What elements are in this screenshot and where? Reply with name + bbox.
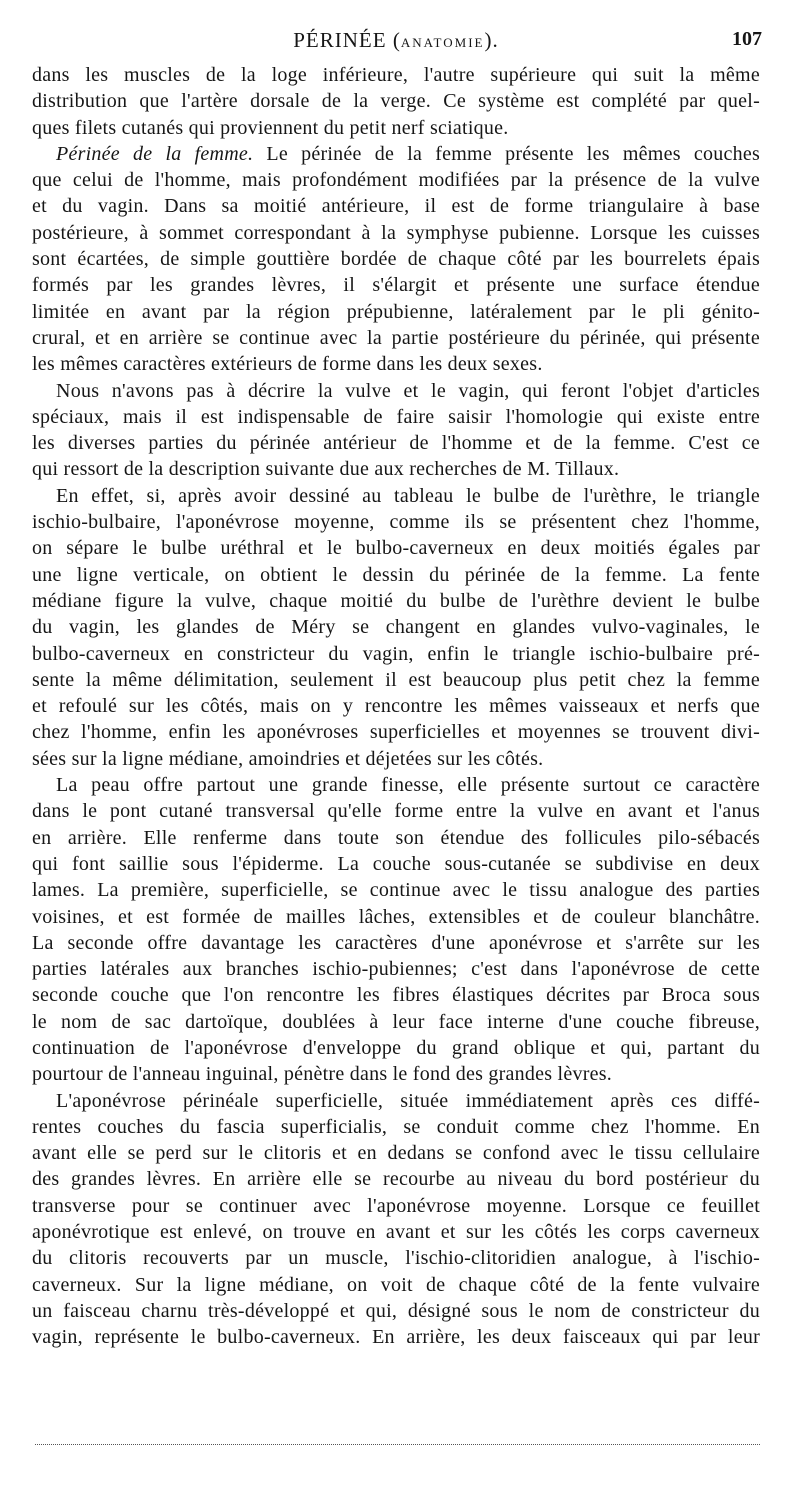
line-text: bulbo-caverneux en constricteur du vagin, enfin le triangle ischio-bulbaire pré- xyxy=(32,642,760,665)
line-text: qui ressort de la description suivante due aux recherches de M. Tillaux. xyxy=(32,458,620,481)
line-text: spéciaux, mais il est indispensable de faire saisir l'homologie qui existe entre xyxy=(32,405,760,428)
text-line xyxy=(32,641,760,667)
line-text: vagin, représente le bulbo-caverneux. En arrière, les deux faisceaux qui par leur xyxy=(32,1326,760,1349)
text-line xyxy=(32,746,760,772)
text-line xyxy=(32,1324,760,1350)
text-line xyxy=(32,956,760,982)
running-title-main: PÉRINÉE ( xyxy=(293,28,401,52)
text-line xyxy=(32,456,760,482)
line-text: les mêmes caractères extérieurs de forme dans les deux sexes. xyxy=(32,353,543,376)
page-number: 107 xyxy=(732,28,762,50)
line-text: aponévrotique est enlevé, on trouve en avant et sur les côtés les corps caverneux xyxy=(32,1221,760,1244)
line-text: transverse pour se continuer avec l'aponévrose moyenne. Lorsque ce feuillet xyxy=(32,1194,760,1217)
line-text: le nom de sac dartoïque, doublées à leur face interne d'une couche fibreuse, xyxy=(32,1010,760,1033)
line-text: dans les muscles de la loge inférieure, l'autre supérieure qui suit la même xyxy=(32,64,760,86)
running-title xyxy=(30,28,762,53)
text-line xyxy=(32,193,760,219)
text-line xyxy=(32,798,760,824)
running-title-end: ). xyxy=(484,28,499,52)
text-line xyxy=(32,1219,760,1245)
line-text: La peau offre partout une grande finesse, elle présente surtout ce caractère xyxy=(56,774,760,797)
text-line xyxy=(32,1140,760,1166)
line-text: pourtour de l'anneau inguinal, pénètre dans le fond des grandes lèvres. xyxy=(32,1063,613,1086)
running-head xyxy=(30,28,762,56)
line-text: L'aponévrose périnéale superficielle, située immédiatement après ces diffé- xyxy=(56,1089,760,1112)
text-line xyxy=(32,930,760,956)
line-text: sées sur la ligne médiane, amoindries et déjetées sur les côtés. xyxy=(32,747,544,770)
line-text: ischio-bulbaire, l'aponévrose moyenne, comme ils se présentent chez l'homme, xyxy=(32,511,760,534)
text-line xyxy=(32,483,760,509)
text-line xyxy=(32,1193,760,1219)
text-line xyxy=(32,1035,760,1061)
text-line xyxy=(32,325,760,351)
text-line xyxy=(32,509,760,535)
text-line xyxy=(32,1298,760,1324)
line-text: avant elle se perd sur le clitoris et en dedans se confond avec le tissu cellulaire xyxy=(32,1142,760,1165)
text-line xyxy=(32,614,760,640)
text-line xyxy=(32,693,760,719)
italic-heading: Périnée de la femme. xyxy=(56,142,254,165)
line-text: dans le pont cutané transversal qu'elle forme entre la vulve en avant et l'anus xyxy=(32,800,760,823)
line-text: une ligne verticale, on obtient le dessin du périnée de la femme. La fente xyxy=(32,563,760,586)
line-text: qui font saillie sous l'épiderme. La couche sous-cutanée se subdivise en deux xyxy=(32,852,760,875)
text-line xyxy=(32,115,760,141)
text-line xyxy=(32,351,760,377)
text-line xyxy=(32,904,760,930)
line-text: des grandes lèvres. En arrière elle se recourbe au niveau du bord postérieur du xyxy=(32,1168,760,1191)
text-line xyxy=(32,1272,760,1298)
line-text: Nous n'avons pas à décrire la vulve et le vagin, qui feront l'objet d'articles xyxy=(56,379,760,402)
text-line xyxy=(32,562,760,588)
text-line xyxy=(32,982,760,1008)
line-text: que celui de l'homme, mais profondément modifiées par la présence de la vulve xyxy=(32,169,760,192)
text-line xyxy=(32,851,760,877)
line-text: En effet, si, après avoir dessiné au tableau le bulbe de l'urèthre, le triangle xyxy=(56,484,760,507)
text-line xyxy=(32,299,760,325)
text-line xyxy=(32,535,760,561)
line-text: parties latérales aux branches ischio-pubiennes; c'est dans l'aponévrose de cette xyxy=(32,958,760,981)
text-line xyxy=(32,246,760,272)
footer-dotted-rule xyxy=(35,1444,760,1445)
line-text: un faisceau charnu très-développé et qui, désigné sous le nom de constricteur du xyxy=(32,1299,760,1322)
line-text: chez l'homme, enfin les aponévroses superficielles et moyennes se trouvent divi- xyxy=(32,721,760,744)
text-line xyxy=(32,1009,760,1035)
text-line xyxy=(32,1088,760,1114)
text-line xyxy=(32,88,760,114)
line-text: voisines, et est formée de mailles lâches, extensibles et de couleur blanchâtre. xyxy=(32,905,760,928)
text-line xyxy=(32,167,760,193)
text-line xyxy=(32,877,760,903)
text-line xyxy=(32,404,760,430)
body-text xyxy=(32,62,760,1351)
text-line xyxy=(32,141,760,167)
line-text: continuation de l'aponévrose d'enveloppe du grand oblique et qui, partant du xyxy=(32,1036,760,1059)
text-line xyxy=(32,378,760,404)
line-text: sont écartées, de simple gouttière bordée de chaque côté par les bourrelets épais xyxy=(32,248,760,271)
text-line xyxy=(32,430,760,456)
text-line xyxy=(32,62,760,88)
line-text: ques filets cutanés qui proviennent du petit nerf sciatique. xyxy=(32,116,509,139)
text-line xyxy=(32,825,760,851)
line-text: caverneux. Sur la ligne médiane, on voit de chaque côté de la fente vulvaire xyxy=(32,1273,760,1296)
line-text: du vagin, les glandes de Méry se changent en glandes vulvo-vaginales, le xyxy=(32,616,760,639)
line-text: les diverses parties du périnée antérieur de l'homme et de la femme. C'est ce xyxy=(32,432,760,455)
line-text: limitée en avant par la région prépubienne, latéralement par le pli génito- xyxy=(32,300,760,323)
line-text: en arrière. Elle renferme dans toute son étendue des follicules pilo-sébacés xyxy=(32,826,760,849)
text-line xyxy=(32,1245,760,1271)
line-text: médiane figure la vulve, chaque moitié du bulbe de l'urèthre devient le bulbe xyxy=(32,589,760,612)
text-line xyxy=(32,1061,760,1087)
line-text: on sépare le bulbe uréthral et le bulbo-caverneux en deux moitiés égales par xyxy=(32,537,760,560)
line-text: et refoulé sur les côtés, mais on y rencontre les mêmes vaisseaux et nerfs que xyxy=(32,695,760,718)
running-title-small-caps: ANATOMIE xyxy=(400,35,485,50)
text-line xyxy=(32,272,760,298)
line-text: crural, et en arrière se continue avec la partie postérieure du périnée, qui présente xyxy=(32,326,760,349)
text-line xyxy=(32,667,760,693)
line-text: La seconde offre davantage les caractères d'une aponévrose et s'arrête sur les xyxy=(32,931,760,954)
line-text: lames. La première, superficielle, se continue avec le tissu analogue des parties xyxy=(32,879,760,902)
line-text: seconde couche que l'on rencontre les fibres élastiques décrites par Broca sous xyxy=(32,984,760,1007)
line-text: et du vagin. Dans sa moitié antérieure, il est de forme triangulaire à base xyxy=(32,195,760,218)
line-text: du clitoris recouverts par un muscle, l'ischio-clitoridien analogue, à l'ischio- xyxy=(32,1247,760,1270)
line-text: Le périnée de la femme présente les mêmes couches xyxy=(253,142,760,165)
line-text: rentes couches du fascia superficialis, se conduit comme chez l'homme. En xyxy=(32,1115,760,1138)
line-text: postérieure, à sommet correspondant à la symphyse pubienne. Lorsque les cuisses xyxy=(32,221,760,244)
text-line xyxy=(32,1166,760,1192)
text-line xyxy=(32,772,760,798)
text-line xyxy=(32,719,760,745)
line-text: formés par les grandes lèvres, il s'élargit et présente une surface étendue xyxy=(32,274,760,297)
text-line xyxy=(32,220,760,246)
text-line xyxy=(32,1114,760,1140)
line-text: distribution que l'artère dorsale de la verge. Ce système est complété par quel- xyxy=(32,90,760,113)
text-line xyxy=(32,588,760,614)
line-text: sente la même délimitation, seulement il est beaucoup plus petit chez la femme xyxy=(32,668,760,691)
